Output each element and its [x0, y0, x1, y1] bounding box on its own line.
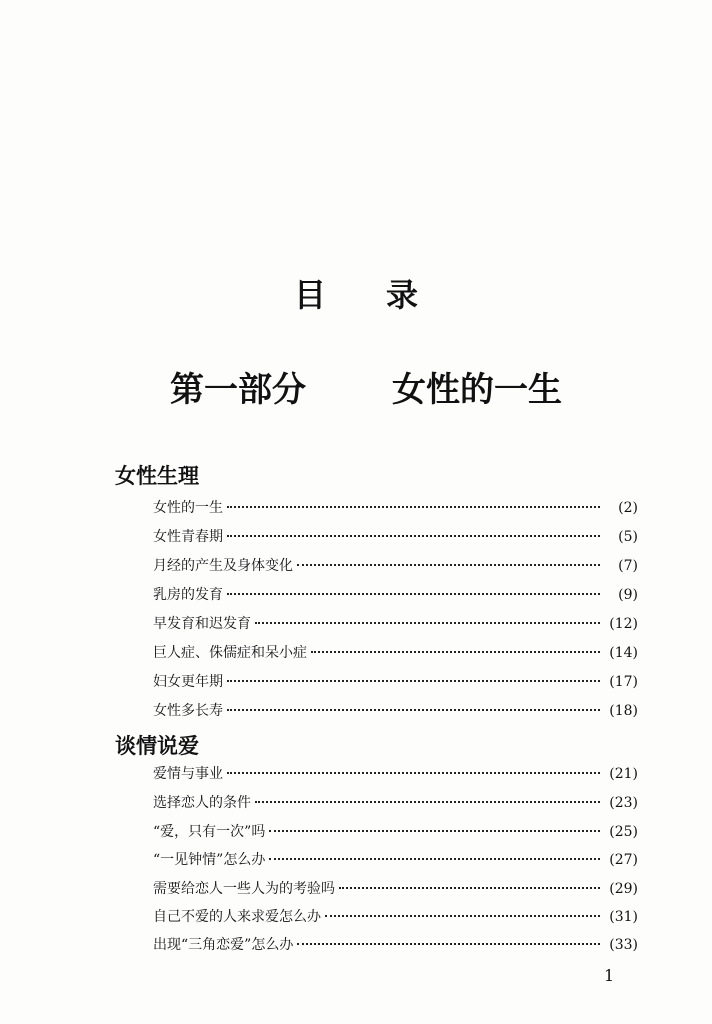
- toc-entry-title: 女性的一生: [153, 500, 223, 516]
- toc-entry[interactable]: [153, 497, 638, 519]
- toc-entry-title: 乳房的发育: [153, 587, 223, 603]
- toc-entry-title: 女性多长寿: [153, 703, 223, 719]
- toc-entry[interactable]: [153, 763, 638, 785]
- toc-entry-title: “爱，只有一次”吗: [153, 824, 266, 840]
- leader-dots: [297, 943, 600, 945]
- leader-dots: [255, 622, 600, 624]
- toc-entry-page: (27): [609, 852, 638, 868]
- toc-entry-title: 爱情与事业: [153, 766, 223, 782]
- toc-entry-page: (12): [609, 616, 638, 632]
- toc-entry-page: (29): [609, 881, 638, 897]
- leader-dots: [227, 772, 600, 774]
- toc-entry-title: 月经的产生及身体变化: [153, 558, 293, 574]
- leader-dots: [269, 858, 600, 860]
- toc-entry[interactable]: [153, 642, 638, 664]
- toc-entry-page: (7): [618, 558, 638, 574]
- toc-entry-title: 需要给恋人一些人为的考验吗: [153, 881, 335, 897]
- toc-entry-title: 女性青春期: [153, 529, 223, 545]
- toc-entry[interactable]: [153, 700, 638, 722]
- leader-dots: [311, 651, 600, 653]
- toc-entry[interactable]: [153, 613, 638, 635]
- section-heading: 女性生理: [115, 464, 199, 488]
- section-heading: 谈情说爱: [115, 734, 199, 758]
- toc-entry[interactable]: [153, 878, 638, 900]
- part-name: 女性的一生: [392, 370, 562, 410]
- toc-entry-page: (23): [609, 795, 638, 811]
- toc-entry-page: (18): [609, 703, 638, 719]
- toc-entry-title: 出现“三角恋爱”怎么办: [153, 937, 294, 953]
- toc-entry-page: (33): [609, 937, 638, 953]
- leader-dots: [227, 709, 600, 711]
- leader-dots: [255, 801, 600, 803]
- toc-entry[interactable]: [153, 584, 638, 606]
- leader-dots: [227, 680, 600, 682]
- toc-entry[interactable]: [153, 906, 638, 928]
- leader-dots: [269, 830, 600, 832]
- toc-entry-title: “一见钟情”怎么办: [153, 852, 266, 868]
- toc-entry-title: 早发育和迟发育: [153, 616, 251, 632]
- toc-entry[interactable]: [153, 849, 638, 871]
- toc-entry-page: (17): [609, 674, 638, 690]
- toc-entry[interactable]: [153, 821, 638, 843]
- toc-entry[interactable]: [153, 526, 638, 548]
- toc-entry-page: (14): [609, 645, 638, 661]
- leader-dots: [227, 506, 600, 508]
- leader-dots: [339, 887, 600, 889]
- part-number: 第一部分: [170, 370, 306, 410]
- toc-entry-title: 选择恋人的条件: [153, 795, 251, 811]
- toc-title: 目录: [293, 276, 478, 314]
- toc-entry[interactable]: [153, 671, 638, 693]
- leader-dots: [227, 535, 600, 537]
- toc-entry[interactable]: [153, 934, 638, 956]
- toc-entry-title: 巨人症、侏儒症和呆小症: [153, 645, 307, 661]
- part-title: [170, 362, 590, 411]
- toc-entry[interactable]: [153, 792, 638, 814]
- toc-entry[interactable]: [153, 555, 638, 577]
- leader-dots: [297, 564, 600, 566]
- toc-entry-page: (21): [609, 766, 638, 782]
- leader-dots: [227, 593, 600, 595]
- leader-dots: [325, 915, 600, 917]
- toc-entry-page: (25): [609, 824, 638, 840]
- toc-entry-title: 自己不爱的人来求爱怎么办: [153, 909, 321, 925]
- toc-entry-title: 妇女更年期: [153, 674, 223, 690]
- toc-entry-page: (31): [609, 909, 638, 925]
- page-number: 1: [604, 966, 615, 985]
- toc-entry-page: (2): [618, 500, 638, 516]
- toc-entry-page: (5): [618, 529, 638, 545]
- toc-entry-page: (9): [618, 587, 638, 603]
